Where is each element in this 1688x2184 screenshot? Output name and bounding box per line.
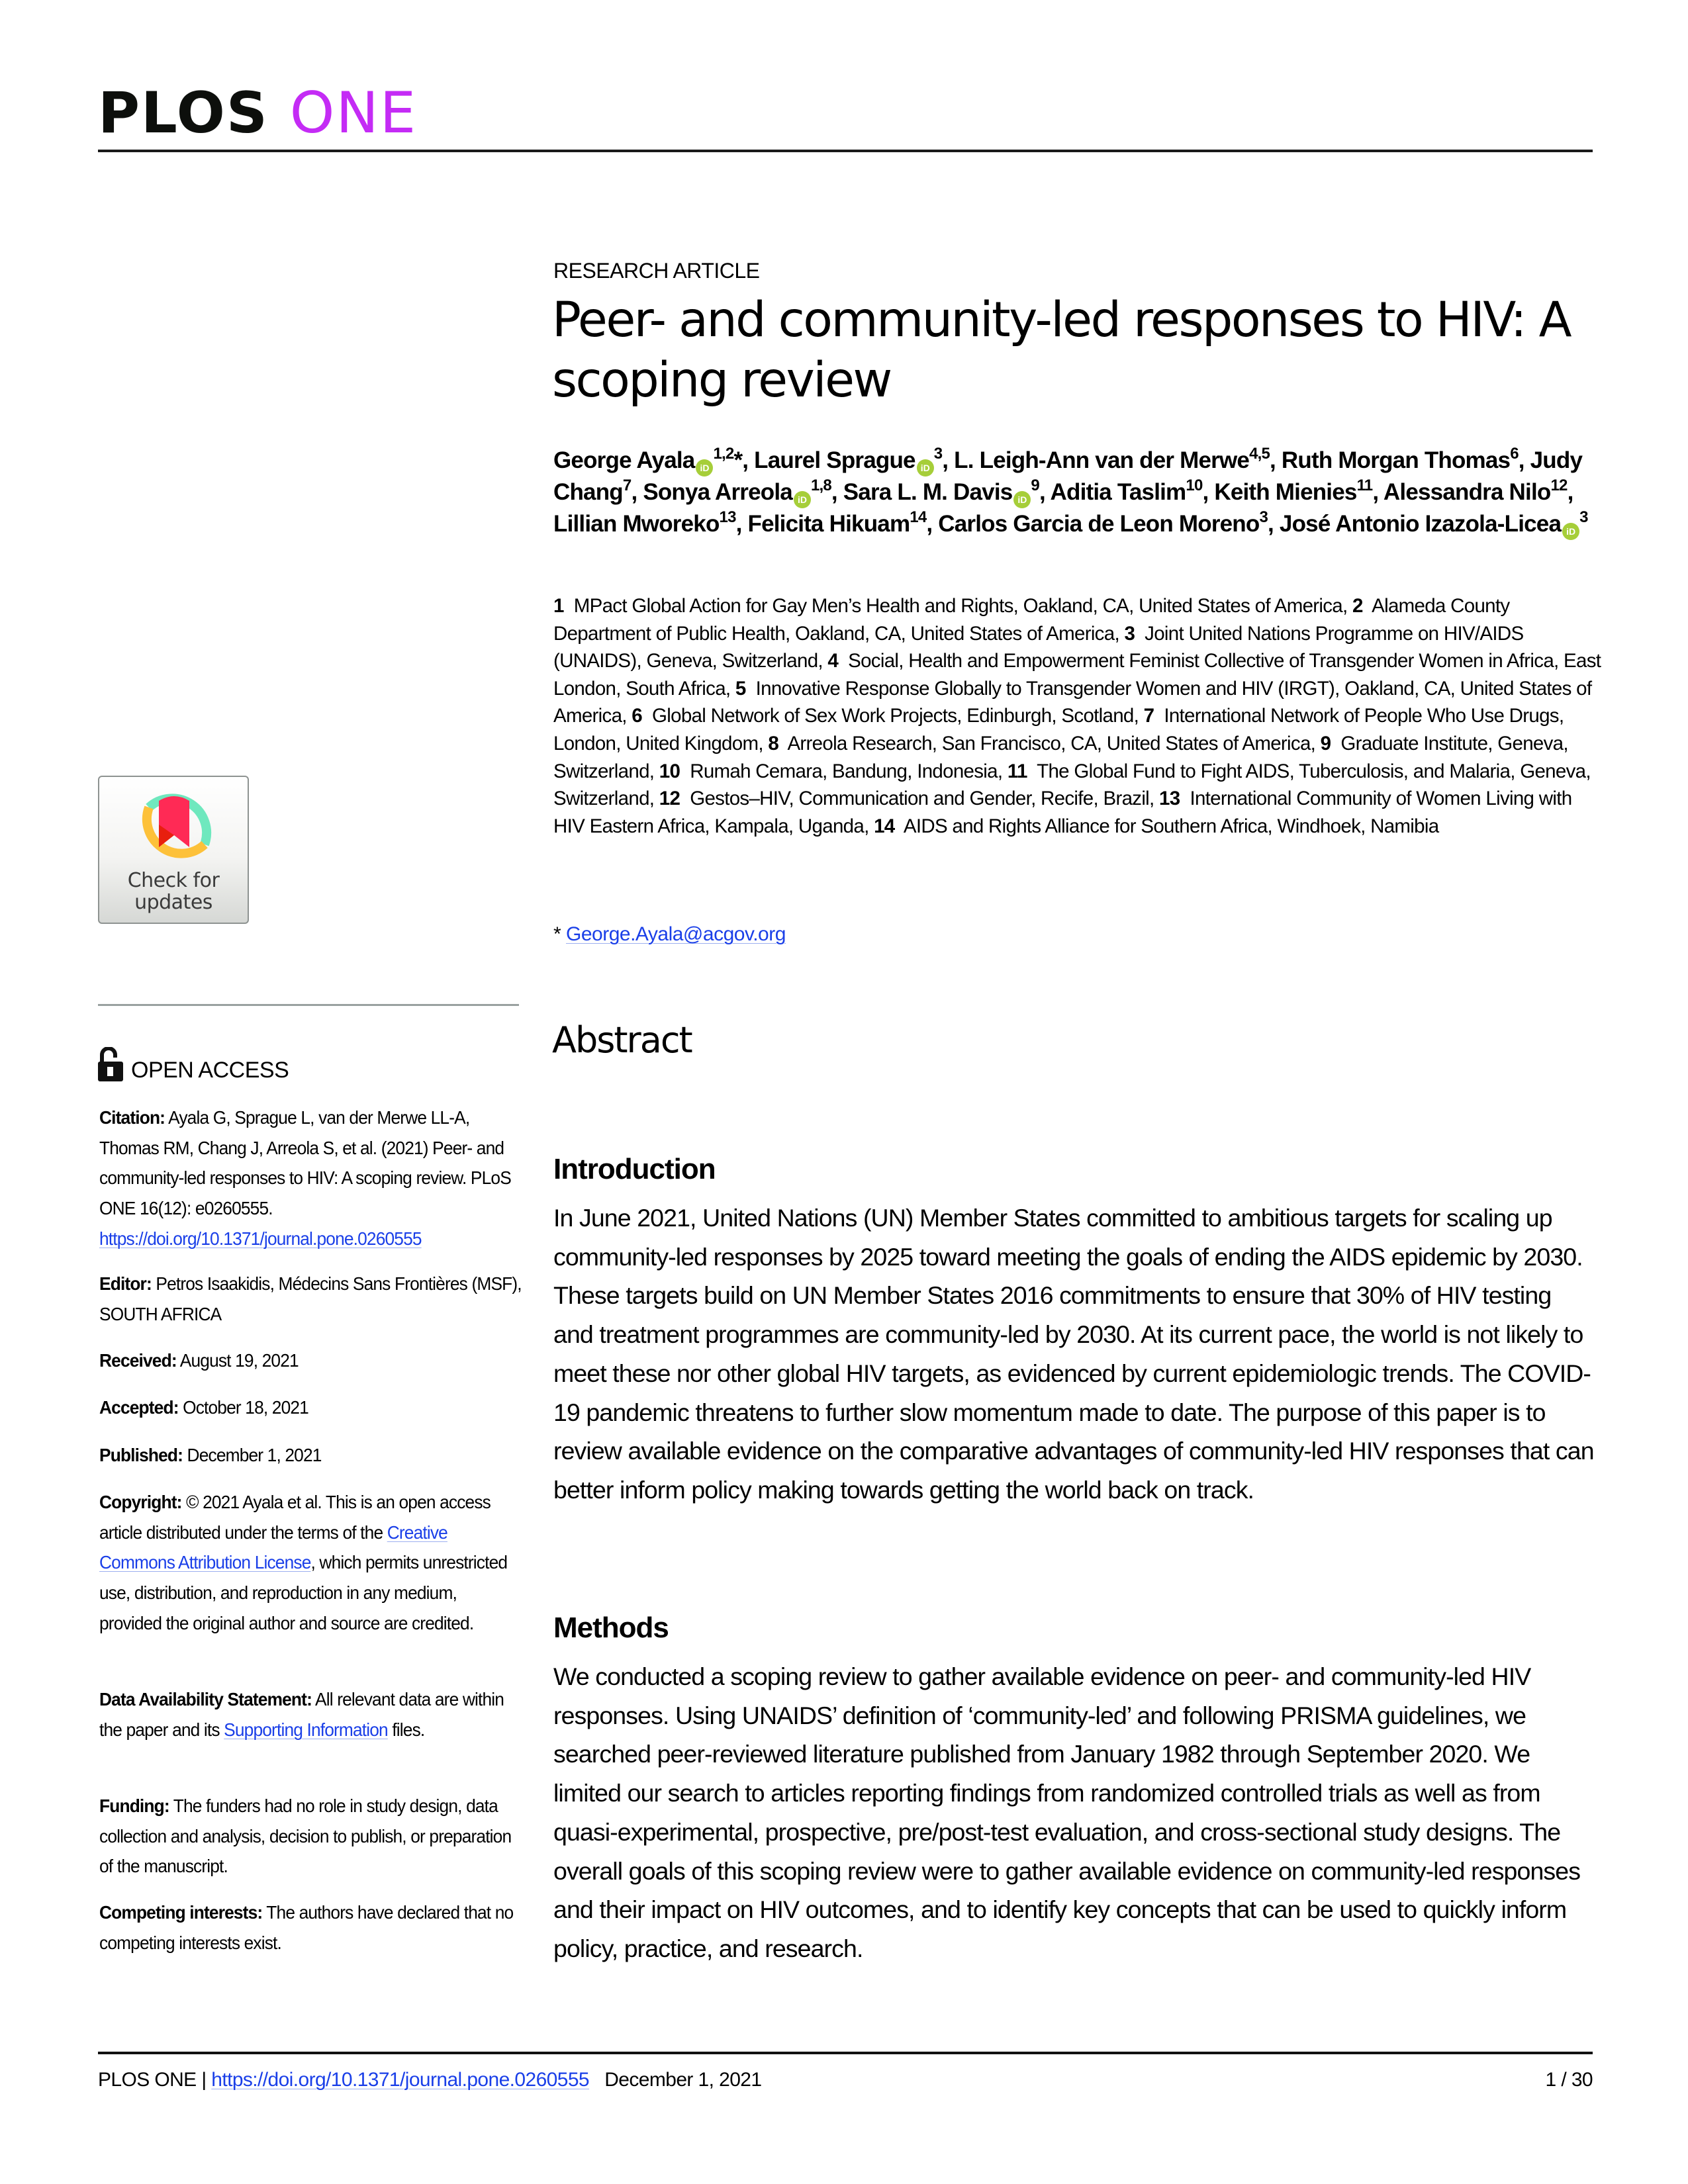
crossmark-icon [131, 784, 217, 870]
orcid-icon[interactable]: iD [917, 459, 934, 477]
check-for-updates-badge[interactable] [98, 776, 249, 924]
journal-logo [98, 80, 418, 146]
author[interactable]: George Ayala iD$^{1,2}$* [553, 447, 742, 473]
footer-rule [98, 2052, 1593, 2054]
data-availability-block: Data Availability Statement: All relevant data are within the paper and its Supporting Information files. [99, 1689, 504, 1740]
author[interactable]: José Antonio Izazola-Licea $iD^3$ [1280, 511, 1588, 537]
received-date: Received: August 19, 2021 [99, 1350, 299, 1371]
author[interactable]: Aditia Taslim$^{10}$ [1050, 477, 1203, 505]
logo-plos: PLOS [98, 80, 269, 146]
introduction-text: In June 2021, United Nations (UN) Member States committed to ambitious targets for scaling up community-led responses by 2025 toward meeting the goals of ending the AIDS epidemic by 2030. These targets build on UN Member States 2016 commitments to ensure that 30% of HIV testing and treatment programmes are community-led by 2030. At its current pace, the world is not likely to meet these nor other global HIV targets, as evidenced by current epidemiologic trends. The COVID-19 pandemic threatens to further slow momentum made to date. The purpose of this paper is to review available evidence on the comparative advantages of community-led HIV responses that can better inform policy making towards getting the world back on track. [553, 1204, 1594, 1504]
methods-text: We conducted a scoping review to gather available evidence on peer- and community-led HIV responses. Using UNAIDS’ definition of ‘community-led’ and following PRISMA guidelines, we searched peer-reviewed literature published from January 1982 through September 2020. We limited our search to articles reporting findings from randomized controlled trials as well as from quasi-experimental, prospective, pre/post-test evaluation, and cross-sectional study designs. The overall goals of this scoping review were to gather available evidence on community-led responses and their impact on HIV outcomes, and to identify key concepts that can be used to quickly inform policy, practice, and research. [553, 1662, 1581, 1962]
funding-block: Funding: The funders had no role in study design, data collection and analysis, decision to publish, or preparation of the manuscript. [99, 1796, 512, 1877]
competing-interests-block: Competing interests: The authors have declared that no competing interests exist. [99, 1902, 514, 1953]
orcid-icon[interactable]: iD [696, 459, 713, 477]
affiliations: 1 MPact Global Action for Gay Men’s Health and Rights, Oakland, CA, United States of America, 2 Alameda County Department of Public Health, Oakland, CA, United States of America, 3 Joint United Nations Programme on HIV/AIDS (UNAIDS), Geneva, Switzerland, 4 Social, Health and Empowerment Feminist Collective of Transgender Women in Africa, East London, South Africa, 5 Innovative Response Globally to Transgender Women and HIV (IRGT), Oakland, CA, United States of America, 6 Global Network of Sex Work Projects, Edinburgh, Scotland, 7 International Network of People Who Use Drugs, London, United Kingdom, 8 Arreola Research, San Francisco, CA, United States of America, 9 Graduate Institute, Geneva, Switzerland, 10 Rumah Cemara, Bandung, Indonesia, 11 The Global Fund to Fight AIDS, Tuberculosis, and Malaria, Geneva, Switzerland, 12 Gestos–HIV, Communication and Gender, Recife, Brazil, 13 International Community of Women Living with HIV Eastern Africa, Kampala, Uganda, 14 AIDS and Rights Alliance for Southern Africa, Windhoek, Namibia [553, 595, 1601, 837]
author[interactable]: Felicita Hikuam$^{14}$ [747, 508, 927, 537]
email-link[interactable]: George.Ayala@acgov.org [566, 923, 786, 945]
footer-date: December 1, 2021 [604, 2069, 762, 2091]
author[interactable]: Laurel Sprague $iD^3$ [754, 447, 942, 473]
corresponding-email: * George.Ayala@acgov.org [553, 923, 786, 945]
editor-block: Editor: Petros Isaakidis, Médecins Sans Frontières (MSF), SOUTH AFRICA [99, 1273, 522, 1324]
logo-one: ONE [289, 80, 418, 146]
orcid-icon[interactable]: iD [794, 491, 811, 508]
author[interactable]: Ruth Morgan Thomas$^6$ [1281, 445, 1519, 473]
author-list: George Ayala iD$^{1,2}$*, Laurel Sprague $iD^3$, L. Leigh-Ann van der Merwe$^{4,5}$, Ruth Morgan Thomas$^6$, Judy Chang$^7$, Sonya Arreola iD$^{1,8}$, Sara L. M. Davis $iD^9$, Aditia Taslim$^{10}$, Keith Mienies$^{11}$, Alessandra Nilo$^{12}$, Lillian Mworeko$^{13}$, Felicita Hikuam$^{14}$, Carlos Garcia de Leon Moreno$^3$, José Antonio Izazola-Licea $iD^3$ [553, 445, 1606, 540]
accepted-date: Accepted: October 18, 2021 [99, 1397, 308, 1418]
sidebar-rule [98, 1004, 519, 1006]
article-type: RESEARCH ARTICLE [553, 259, 760, 283]
author[interactable]: Keith Mienies$^{11}$ [1214, 477, 1373, 505]
author[interactable]: Judy Chang$^7$ [553, 447, 1583, 505]
author[interactable]: Sonya Arreola iD$^{1,8}$ [643, 479, 831, 505]
open-lock-icon [98, 1047, 123, 1081]
article-title: Peer- and community-led responses to HIV: A scoping review [552, 292, 1571, 408]
supporting-information-link[interactable]: Supporting Information [224, 1719, 388, 1740]
abstract-heading: Abstract [552, 1019, 692, 1061]
copyright-block: Copyright: © 2021 Ayala et al. This is an open access article distributed under the terms of the Creative Commons Attribution License, which permits unrestricted use, distribution, and reproduction in any medium, provided the original author and source are credited. [99, 1492, 508, 1633]
citation-block: Citation: Ayala G, Sprague L, van der Merwe LL-A, Thomas RM, Chang J, Arreola S, et al. (2021) Peer- and community-led responses to HIV: A scoping review. PLoS ONE 16(12): e0260555. https://doi.org/10.1371/journal.pone.0260555 [99, 1107, 511, 1249]
license-link[interactable]: Creative Commons Attribution License [99, 1522, 447, 1573]
methods-heading: Methods [553, 1612, 669, 1644]
open-access-label: OPEN ACCESS [98, 1047, 289, 1081]
introduction-heading: Introduction [553, 1153, 716, 1185]
author[interactable]: L. Leigh-Ann van der Merwe$^{4,5}$ [954, 445, 1270, 473]
author[interactable]: Sara L. M. Davis $iD^9$ [843, 479, 1039, 505]
citation-doi-link[interactable]: https://doi.org/10.1371/journal.pone.0260555 [99, 1228, 422, 1249]
orcid-icon[interactable]: iD [1562, 523, 1579, 540]
author[interactable]: Alessandra Nilo$^{12}$ [1383, 477, 1568, 505]
author[interactable]: Carlos Garcia de Leon Moreno$^3$ [938, 508, 1268, 537]
header-rule [98, 150, 1593, 152]
page-footer [98, 2069, 1593, 2091]
badge-text: Check for updates [127, 869, 220, 914]
author[interactable]: Lillian Mworeko$^{13}$ [553, 508, 736, 537]
footer-journal: PLOS ONE | [98, 2069, 207, 2091]
footer-doi-link[interactable]: https://doi.org/10.1371/journal.pone.0260555 [211, 2069, 590, 2091]
orcid-icon[interactable]: iD [1013, 491, 1031, 508]
page-number: 1 / 30 [1545, 2069, 1593, 2091]
published-date: Published: December 1, 2021 [99, 1445, 322, 1465]
